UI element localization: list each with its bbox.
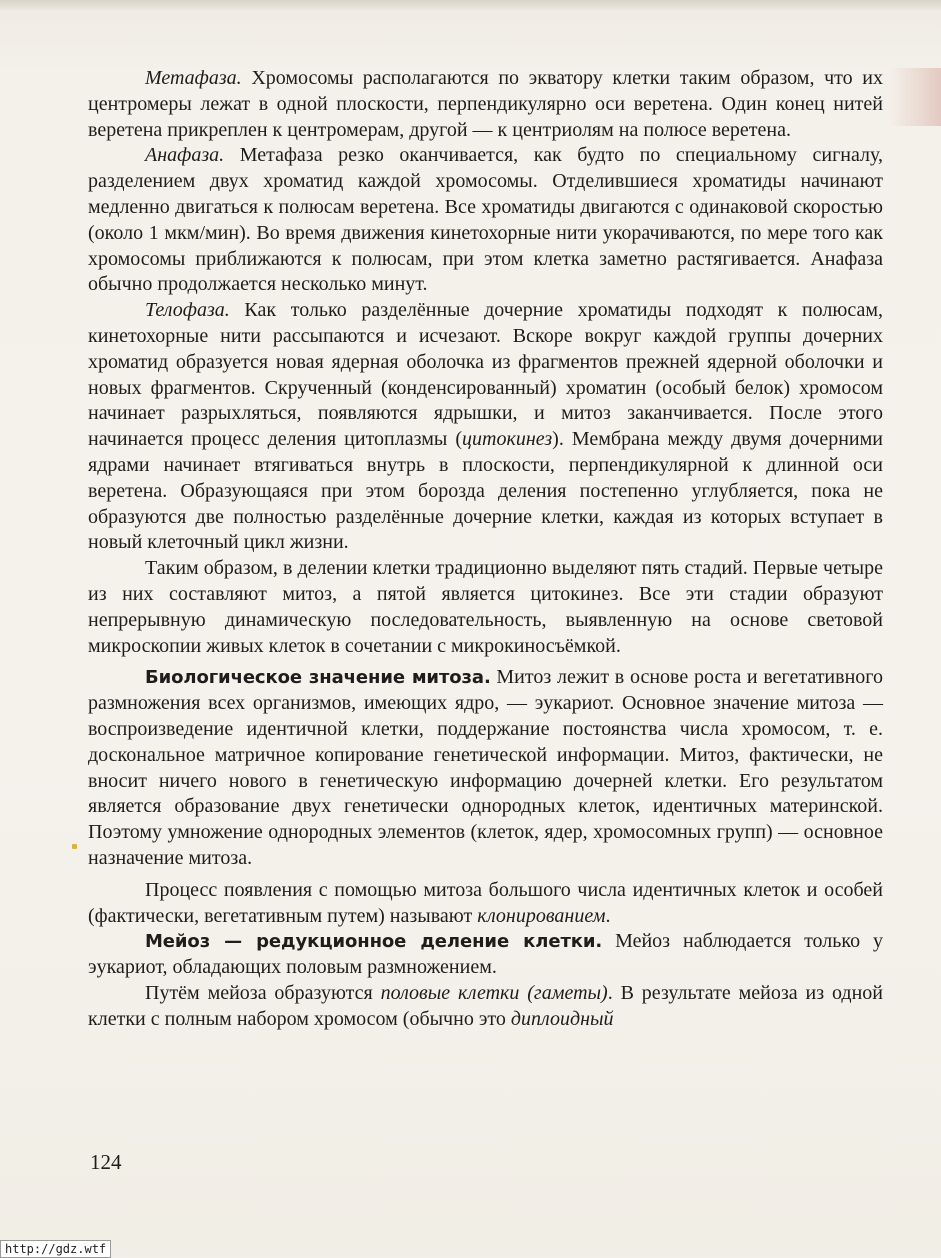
paragraph-telophase <box>88 298 883 556</box>
heading-mitosis-significance: Биологическое значение митоза. <box>145 667 491 689</box>
paragraph-summary <box>88 556 883 659</box>
paragraph-cloning <box>88 878 883 930</box>
text-span: Как только разделённые дочерние хроматиды подходят к полюсам, кинетохорные нити рассыпаются и исчезают. Вскоре вокруг каждой группы дочерних хроматид образуется новая ядерная оболочка из фрагментов прежней ядерной оболочки и новых фрагментов. Скрученный (конденсированный) хроматин (особый белок) хромосом начинает разрыхляться, появляются ядрышки, и митоз заканчивается. После этого начинается процесс деления цитоплазмы ( <box>88 299 883 451</box>
text-span: Хромосомы располагаются по экватору клетки таким образом, что их центромеры лежат в одной плоскости, перпендикулярно оси веретена. Один конец нитей веретена прикреплен к центромерам, другой — к центриолям на полюсе веретена. <box>88 67 883 141</box>
term-cloning: клонированием <box>477 904 606 927</box>
paragraph-meiosis <box>88 929 883 981</box>
text-span: Путём мейоза образуются <box>145 981 381 1004</box>
term-cytokinesis: цитокинез <box>462 428 553 451</box>
page-edge-tab <box>889 68 941 126</box>
heading-meiosis: Мейоз — редукционное деление клетки. <box>145 931 603 953</box>
text-span: Мейоз наблюдается только у эукариот, обладающих половым размножением. <box>88 930 883 979</box>
text-span: . <box>605 904 611 927</box>
paragraph-gametes <box>88 981 883 1033</box>
body-text <box>88 66 883 1032</box>
paragraph-anaphase <box>88 143 883 298</box>
text-span: Процесс появления с помощью митоза большого числа идентичных клеток и особей (фактически, вегетативным путем) называют <box>88 878 883 927</box>
text-span: Митоз лежит в основе роста и вегетативного размножения всех организмов, имеющих ядро, — эукариот. Основное значение митоза — воспроизведение идентичной клетки, поддержание постоянства числа хромосом, т. е. доскональное матричное копирование генетической информации. Митоз, фактически, не вносит ничего нового в генетическую информацию дочерней клетки. Его результатом является образование двух генетически однородных клеток, идентичных материнской. Поэтому умножение однородных элементов (клеток, ядер, хромосомных групп) — основное назначение митоза. <box>88 666 883 869</box>
term-diploid: диплоидный <box>510 1007 614 1030</box>
paragraph-mitosis-significance <box>88 665 883 871</box>
term-anaphase: Анафаза. <box>145 144 225 167</box>
source-link[interactable]: http://gdz.wtf <box>0 1240 111 1258</box>
text-span: . В результате мейоза из одной клетки с полным набором хромосом (обычно это <box>88 981 883 1030</box>
term-telophase: Телофаза. <box>145 299 230 322</box>
text-span: Таким образом, в делении клетки традиционно выделяют пять стадий. Первые четыре из них составляют митоз, а пятой является цитокинез. Все эти стадии образуют непрерывную динамическую последовательность, выявленную на основе световой микроскопии живых клеток в сочетании с микрокиносъёмкой. <box>88 557 883 657</box>
text-span: ). Мембрана между двумя дочерними ядрами начинает втягиваться внутрь в плоскости, перпендикулярной к длинной оси веретена. Образующаяся при этом борозда деления постепенно углубляется, пока не образуются две полностью разделённые дочерние клетки, каждая из которых вступает в новый клеточный цикл жизни. <box>88 428 883 554</box>
term-gametes: половые клетки (гаметы) <box>380 981 608 1004</box>
page-top-edge <box>0 0 941 10</box>
paragraph-metaphase <box>88 66 883 143</box>
page-number: 124 <box>90 1150 122 1174</box>
text-span: Метафаза резко оканчивается, как будто по специальному сигналу, разделением двух хроматид каждой хромосомы. Отделившиеся хроматиды начинают медленно двигаться к полюсам веретена. Все хроматиды двигаются с одинаковой скоростью (около 1 мкм/мин). Во время движения кинетохорные нити укорачиваются, по мере того как хромосомы приближаются к полюсам, при этом клетка заметно растягивается. Анафаза обычно продолжается несколько минут. <box>88 144 883 296</box>
term-metaphase: Метафаза. <box>145 67 242 89</box>
margin-mark <box>72 844 77 849</box>
